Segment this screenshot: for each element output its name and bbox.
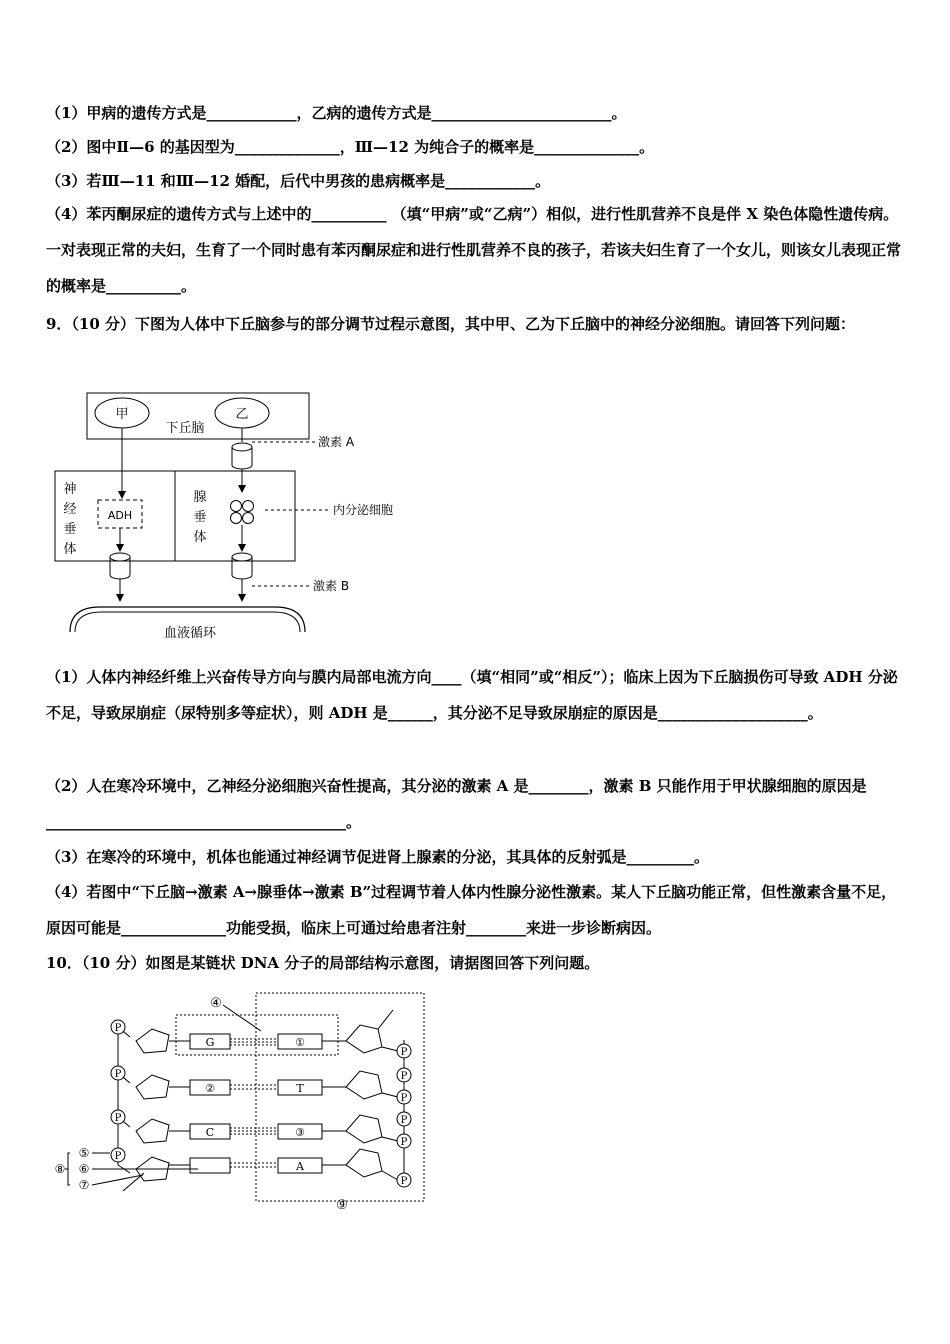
deoxyribose-right-3	[346, 1115, 382, 1143]
deoxyribose-left-3	[136, 1119, 169, 1143]
hormone-b-label: 激素 B	[313, 579, 350, 593]
label-7: ⑦	[78, 1178, 90, 1192]
adeno-label-1: 腺	[193, 490, 207, 505]
phosphate-label: P	[400, 1176, 408, 1187]
vesicle-hormone-b	[232, 553, 252, 579]
hypothalamus-diagram	[40, 385, 420, 650]
q8-part2: （2）图中Ⅱ—6 的基因型为______________，Ⅲ—12 为纯合子的概率是______________。	[46, 138, 655, 156]
label-8: ⑧	[54, 1162, 66, 1176]
q8-part3: （3）若Ⅲ—11 和Ⅲ—12 婚配，后代中男孩的患病概率是____________。	[46, 172, 551, 190]
label-5: ⑤	[78, 1146, 90, 1160]
phosphate-label: P	[114, 1113, 122, 1124]
base-2-label: ②	[205, 1082, 215, 1095]
neuro-label-2: 经	[63, 502, 77, 517]
hypothalamus-label: 下丘脑	[165, 421, 205, 436]
deoxyribose-left-1	[136, 1029, 169, 1053]
endocrine-cells	[231, 501, 254, 524]
base-4-empty	[190, 1158, 230, 1173]
phosphate-label: P	[114, 1069, 122, 1080]
q9-stem: 9．（10 分）下图为人体中下丘脑参与的部分调节过程示意图，其中甲、乙为下丘脑中的神经分泌细胞。请回答下列问题：	[46, 315, 856, 333]
phosphate-label: P	[114, 1023, 122, 1034]
adeno-label-2: 垂	[193, 510, 207, 525]
base-1-label: ①	[295, 1036, 305, 1049]
q9-part4: （4）若图中“下丘脑→激素 A→腺垂体→激素 B”过程调节着人体内性腺分泌性激素。某人下丘脑功能正常，但性激素含量不足，原因可能是______________功能受损，临床上可通过给患者注射________来进一步诊断病因。	[46, 883, 897, 937]
base-t-label: T	[296, 1082, 304, 1095]
hormone-a-label: 激素 A	[318, 435, 355, 449]
q10-stem: 10．（10 分）如图是某链状 DNA 分子的局部结构示意图，请据图回答下列问题。	[46, 954, 600, 972]
label-4: ④	[210, 996, 222, 1011]
adeno-label-3: 体	[193, 530, 207, 545]
phosphate-label: P	[400, 1071, 408, 1082]
phosphate-label: P	[400, 1115, 408, 1126]
base-3-label: ③	[295, 1126, 305, 1139]
q9-part1: （1）人体内神经纤维上兴奋传导方向与膜内局部电流方向____（填“相同”或“相反”）；临床上因为下丘脑损伤可导致 ADH 分泌不足，导致尿崩症（尿特别多等症状），则 ADH 是______，其分泌不足导致尿崩症的原因是____________________。	[46, 668, 898, 722]
cell-yi-label: 乙	[235, 407, 249, 422]
base-g-label: G	[205, 1036, 215, 1049]
deoxyribose-right-1	[346, 1025, 382, 1053]
blood-label: 血液循环	[163, 626, 217, 641]
base-a-label: A	[296, 1160, 304, 1173]
endocrine-cell-label: 内分泌细胞	[333, 503, 394, 517]
q8-part1: （1）甲病的遗传方式是____________，乙病的遗传方式是________________________。	[46, 104, 627, 122]
phosphate-label: P	[400, 1137, 408, 1148]
phosphate-label: P	[400, 1093, 408, 1104]
q9-part3: （3）在寒冷的环境中，机体也能通过神经调节促进肾上腺素的分泌，其具体的反射弧是_________。	[46, 848, 709, 866]
deoxyribose-right-4	[346, 1149, 382, 1177]
deoxyribose-left-2	[136, 1075, 169, 1099]
q9-part2: （2）人在寒冷环境中，乙神经分泌细胞兴奋性提高，其分泌的激素 A 是________，激素 B 只能作用于甲状腺细胞的原因是________________________________________。	[46, 777, 867, 831]
q8-part4: （4）苯丙酮尿症的遗传方式与上述中的__________ （填“甲病”或“乙病”）相似，进行性肌营养不良是伴 X 染色体隐性遗传病。一对表现正常的夫妇，生育了一个同时患有苯丙酮尿症和进行性肌营养不良的孩子，若该夫妇生育了一个女儿，则该女儿表现正常的概率是__________。	[46, 205, 902, 295]
base-c-label: C	[205, 1126, 215, 1139]
cell-jia-label: 甲	[115, 407, 129, 422]
vesicle-left	[110, 553, 130, 579]
neuro-label-1: 神	[63, 482, 77, 497]
dna-structure-diagram	[48, 985, 438, 1213]
adh-label: ADH	[107, 509, 133, 522]
label-6: ⑥	[78, 1162, 90, 1176]
deoxyribose-right-2	[346, 1071, 382, 1099]
vesicle-hormone-a	[232, 443, 252, 469]
phosphate-label: P	[400, 1047, 408, 1058]
neuro-label-4: 体	[63, 542, 77, 557]
phosphate-label: P	[114, 1151, 122, 1162]
neuro-label-3: 垂	[63, 522, 77, 537]
label-9: ⑨	[336, 1198, 348, 1213]
